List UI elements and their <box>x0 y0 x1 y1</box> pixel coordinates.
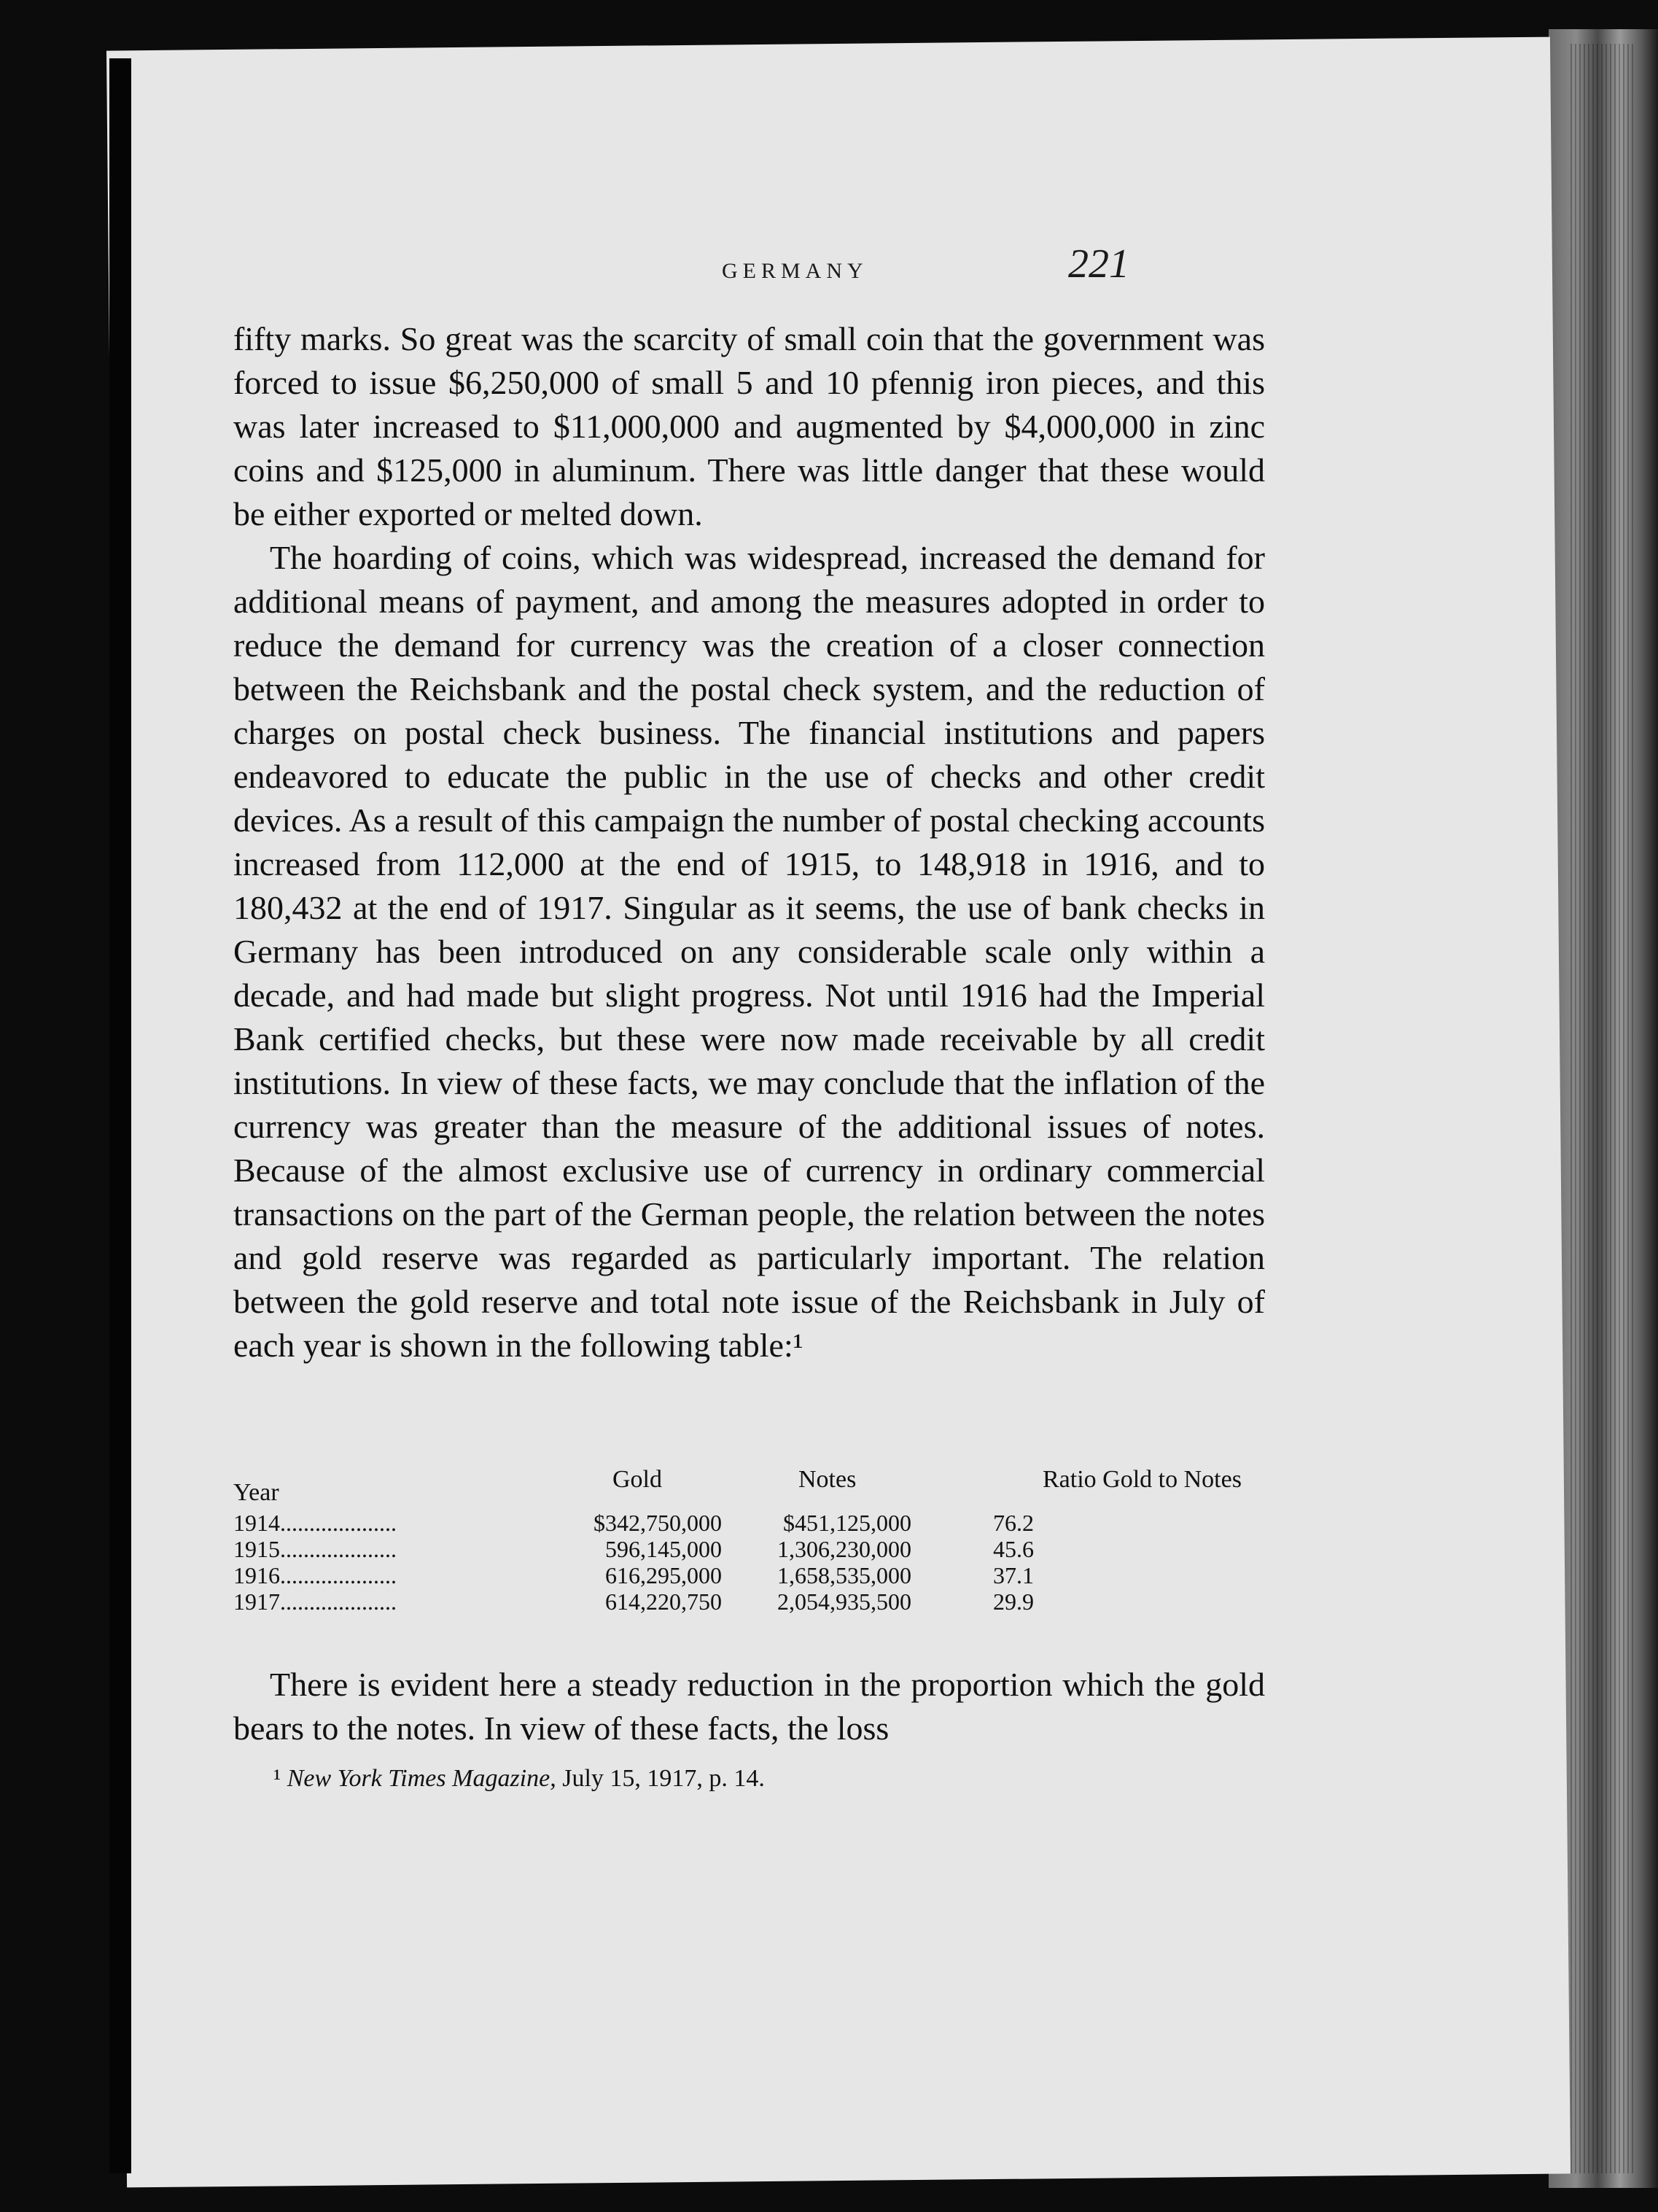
cell-year: 1917.................... <box>233 1588 397 1615</box>
cell-ratio: 37.1 <box>993 1562 1034 1588</box>
header-year: Year <box>233 1479 279 1506</box>
table-header-row <box>233 1466 1269 1510</box>
cell-ratio: 76.2 <box>993 1510 1034 1536</box>
running-head: GERMANY <box>722 259 868 283</box>
cell-gold: 616,295,000 <box>605 1562 722 1588</box>
paragraph-2: The hoarding of coins, which was widespread, increased the demand for additional means of payment, and among the measures adopted in order to reduce the demand for currency was the creation of a closer connection between the Reichsbank and the postal check system, and the reduction of charges on postal check business. The financial institutions and papers endeavored to educate the public in the use of checks and other credit devices. As a result of this campaign the number of postal checking accounts increased from 112,000 at the end of 1915, to 148,918 in 1916, and to 180,432 at the end of 1917. Singular as it seems, the use of bank checks in Germany has been introduced on any considerable scale only within a decade, and had made but slight progress. Not until 1916 had the Imperial Bank certified checks, but these were now made receivable by all credit institutions. In view of these facts, we may conclude that the inflation of the currency was greater than the measure of the additional issues of notes. Because of the almost exclusive use of currency in ordinary commercial transactions on the part of the German people, the relation between the notes and gold reserve was regarded as particularly important. The relation between the gold reserve and total note issue of the Reichsbank in July of each year is shown in the following table:¹ <box>233 539 1265 1364</box>
footnote <box>273 1765 765 1793</box>
header-ratio: Ratio Gold to Notes <box>1043 1466 1242 1493</box>
cell-notes: 2,054,935,500 <box>777 1588 911 1615</box>
gold-notes-table <box>233 1466 1269 1615</box>
cell-year: 1914.................... <box>233 1510 397 1536</box>
body-text <box>233 317 1265 1367</box>
cell-notes: 1,306,230,000 <box>777 1536 911 1562</box>
header-notes: Notes <box>798 1466 857 1493</box>
cell-ratio: 45.6 <box>993 1536 1034 1562</box>
paragraph-3: There is evident here a steady reduction in the proportion which the gold bears to the notes. In view of these facts, the loss <box>233 1666 1265 1747</box>
cell-notes: $451,125,000 <box>783 1510 911 1536</box>
table-row <box>233 1562 1269 1588</box>
cell-gold: 614,220,750 <box>605 1588 722 1615</box>
paragraph-1: fifty marks. So great was the scarcity of small coin that the government was forced to issue $6,250,000 of small 5 and 10 pfennig iron pieces, and this was later increased to $11,000,000 and augmented by $4,000,000 in zinc coins and $125,000 in aluminum. There was little danger that these would be either exported or melted down. <box>233 320 1265 532</box>
cell-ratio: 29.9 <box>993 1588 1034 1615</box>
header-gold: Gold <box>612 1466 662 1493</box>
cell-notes: 1,658,535,000 <box>777 1562 911 1588</box>
table-row <box>233 1536 1269 1562</box>
page-number: 221 <box>1068 241 1129 287</box>
cell-gold: $342,750,000 <box>593 1510 722 1536</box>
cell-year: 1916.................... <box>233 1562 397 1588</box>
table-row <box>233 1510 1269 1536</box>
book-spine-shadow <box>109 58 131 2173</box>
page-edge-texture <box>1571 44 1636 2173</box>
footnote-marker: ¹ <box>273 1765 281 1792</box>
post-table-text <box>233 1663 1265 1750</box>
table-row <box>233 1588 1269 1615</box>
cell-year: 1915.................... <box>233 1536 397 1562</box>
cell-gold: 596,145,000 <box>605 1536 722 1562</box>
footnote-detail: July 15, 1917, p. 14. <box>562 1765 765 1792</box>
footnote-source: New York Times Magazine, <box>287 1765 556 1792</box>
